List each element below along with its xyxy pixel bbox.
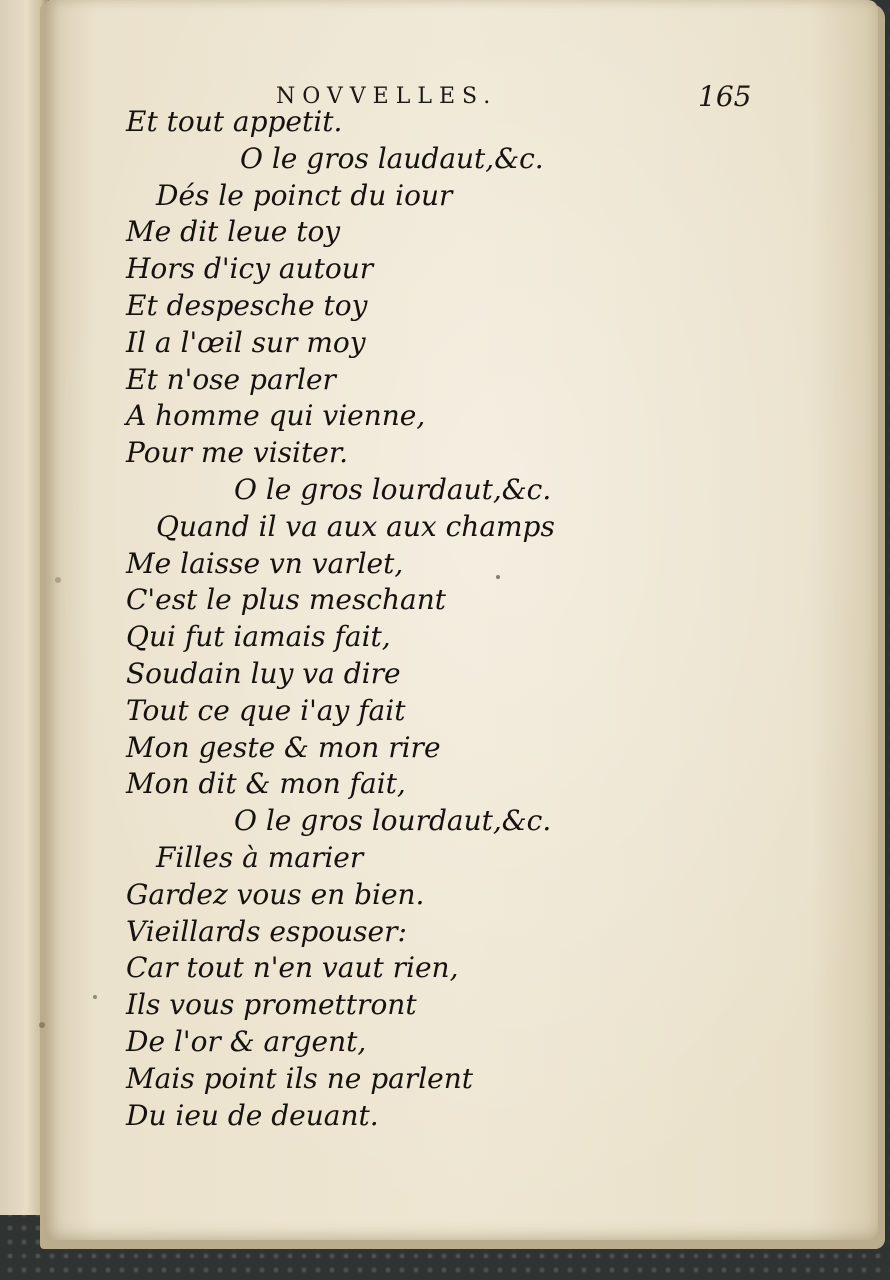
verse-line: Et despesche toy (126, 288, 368, 322)
poem-text (126, 104, 686, 1134)
verse-line: Mon geste & mon rire (126, 730, 441, 764)
refrain-line: O le gros laudaut,&c. (240, 141, 544, 175)
verse-line: De l'or & argent, (126, 1024, 367, 1058)
book-page (46, 0, 878, 1240)
verse-line: Me dit leue toy (126, 215, 341, 249)
verse-line: Et n'ose parler (126, 362, 336, 396)
verse-line: Ils vous promettront (126, 988, 417, 1022)
verse-line: Tout ce que i'ay fait (126, 693, 406, 727)
verse-line: Hors d'icy autour (126, 252, 374, 286)
running-title: NOVVELLES. (276, 84, 498, 109)
verse-line: Me laisse vn varlet, (126, 546, 404, 580)
verse-line: Mon dit & mon fait, (126, 767, 406, 801)
verse-line: Qui fut iamais fait, (126, 620, 391, 654)
verse-line: Et tout appetit. (126, 105, 343, 138)
verse-line: Il a l'œil sur moy (126, 325, 366, 359)
verse-line: Du ieu de deuant. (126, 1098, 379, 1132)
verse-line: Mais point ils ne parlent (126, 1061, 474, 1095)
verse-line: Vieillards espouser: (126, 914, 407, 948)
verse-line: C'est le plus meschant (126, 583, 447, 617)
refrain-line: O le gros lourdaut,&c. (234, 472, 552, 506)
verse-line: Car tout n'en vaut rien, (126, 951, 459, 985)
verse-line: Dés le poinct du iour (156, 178, 453, 212)
page-number: 165 (698, 80, 752, 113)
verse-line: Soudain luy va dire (126, 656, 401, 690)
verse-line: Quand il va aux aux champs (156, 509, 555, 543)
verse-line: Gardez vous en bien. (126, 877, 425, 911)
refrain-line: O le gros lourdaut,&c. (234, 804, 552, 838)
verse-line: A homme qui vienne, (126, 399, 426, 433)
verse-line: Pour me visiter. (126, 436, 349, 470)
verse-line: Filles à marier (156, 840, 364, 874)
